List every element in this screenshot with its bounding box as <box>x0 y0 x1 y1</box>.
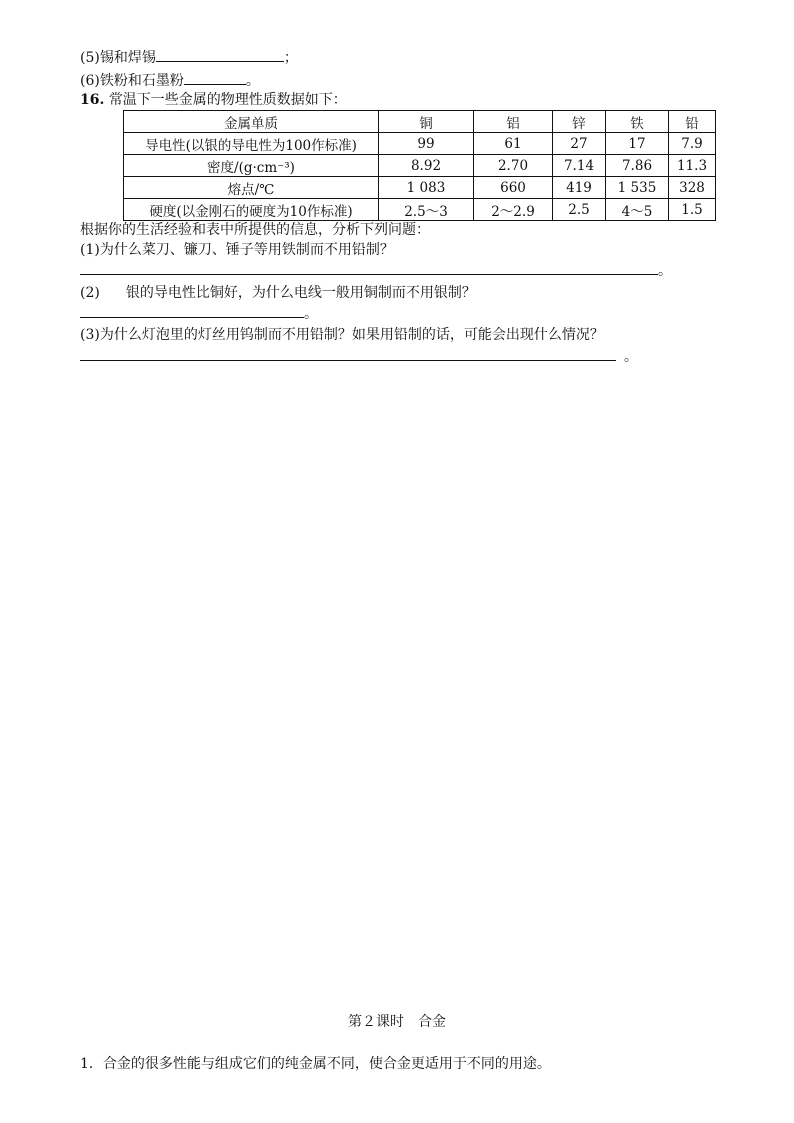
sub-question-1-end: 。 <box>658 263 672 279</box>
table-cell: 2～2.9 <box>474 199 553 221</box>
table-header-cell: 铝 <box>474 111 553 133</box>
table-cell: 8.92 <box>379 155 474 177</box>
question-16-instruction: 根据你的生活经验和表中所提供的信息，分析下列问题： <box>80 222 430 238</box>
table-header-cell: 铜 <box>379 111 474 133</box>
answer-line-2[interactable] <box>80 303 304 318</box>
answer-blank-6[interactable] <box>184 70 246 85</box>
table-cell: 1.5 <box>669 199 716 221</box>
question-16-intro <box>80 90 347 110</box>
table-row <box>124 199 716 221</box>
metal-properties-table <box>123 110 716 221</box>
item-6-end: 。 <box>245 73 260 89</box>
sub-question-2 <box>80 283 476 303</box>
answer-blank-5[interactable] <box>156 47 284 62</box>
sub-question-3: (3)为什么灯泡里的灯丝用钨制而不用铅制？如果用铅制的话，可能会出现什么情况？ <box>80 327 604 343</box>
item-5 <box>80 47 298 68</box>
sub-question-1: (1)为什么菜刀、镰刀、锤子等用铁制而不用铅制？ <box>80 242 394 258</box>
sub-question-2-text: 银的导电性比铜好，为什么电线一般用铜制而不用银制？ <box>125 285 476 301</box>
table-cell: 硬度(以金刚石的硬度为10作标准) <box>124 199 379 221</box>
sub-question-2-end: 。 <box>304 306 318 322</box>
sub-question-2-number: (2) <box>80 285 100 301</box>
sub-question-1-answer <box>80 260 672 281</box>
sub-question-2-answer <box>80 303 318 324</box>
table-cell: 2.5～3 <box>379 199 474 221</box>
table-cell: 61 <box>474 133 553 155</box>
item-5-text: (5)锡和焊锡 <box>80 50 156 66</box>
item-6 <box>80 70 260 91</box>
table-cell: 2.70 <box>474 155 553 177</box>
table-cell: 7.9 <box>669 133 716 155</box>
table-header-cell: 金属单质 <box>124 111 379 133</box>
table-cell: 熔点/℃ <box>124 177 379 199</box>
table-cell: 27 <box>553 133 606 155</box>
section-paragraph-1: 1．合金的很多性能与组成它们的纯金属不同，使合金更适用于不同的用途。 <box>80 1056 551 1072</box>
sub-question-3-answer <box>80 346 638 367</box>
table-cell: 11.3 <box>669 155 716 177</box>
table-header-cell: 铅 <box>669 111 716 133</box>
section-title: 第２课时 合金 <box>348 1014 446 1030</box>
table-cell: 7.14 <box>553 155 606 177</box>
answer-line-3[interactable] <box>80 346 616 361</box>
table-cell: 1 083 <box>379 177 474 199</box>
table-cell: 密度/(g·cm⁻³) <box>124 155 379 177</box>
table-cell: 7.86 <box>606 155 669 177</box>
item-5-end: ； <box>283 50 298 66</box>
table-header-row <box>124 111 716 133</box>
table-cell: 660 <box>474 177 553 199</box>
table-row <box>124 155 716 177</box>
question-16-text: 常温下一些金属的物理性质数据如下： <box>108 92 347 108</box>
table-cell: 99 <box>379 133 474 155</box>
answer-line-1[interactable] <box>80 260 658 275</box>
table-cell: 2.5 <box>553 199 606 221</box>
table-cell: 17 <box>606 133 669 155</box>
table-row <box>124 177 716 199</box>
question-number: 16. <box>80 92 105 108</box>
table-header-cell: 铁 <box>606 111 669 133</box>
table-cell: 1 535 <box>606 177 669 199</box>
table-row <box>124 133 716 155</box>
sub-question-3-end: 。 <box>624 349 638 365</box>
table-cell: 4～5 <box>606 199 669 221</box>
table-header-cell: 锌 <box>553 111 606 133</box>
item-6-text: (6)铁粉和石墨粉 <box>80 73 184 89</box>
table-cell: 导电性(以银的导电性为100作标准) <box>124 133 379 155</box>
table-cell: 328 <box>669 177 716 199</box>
table-cell: 419 <box>553 177 606 199</box>
